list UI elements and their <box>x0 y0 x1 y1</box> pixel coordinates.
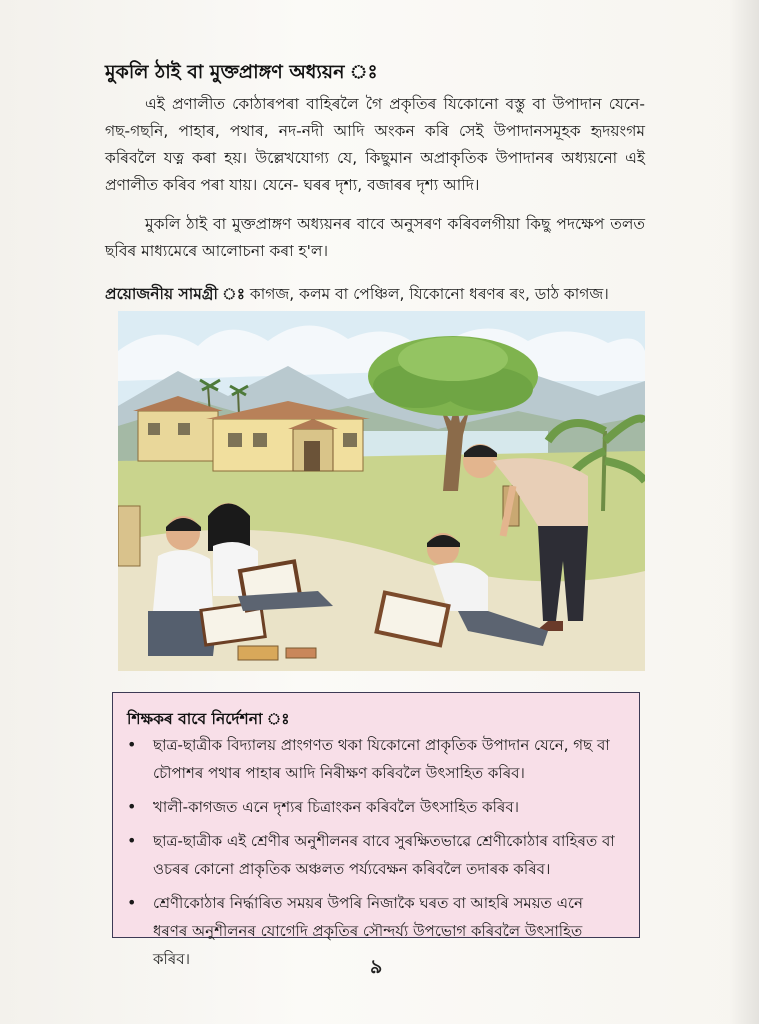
color-box <box>238 646 278 660</box>
bullet-icon: • <box>127 893 137 912</box>
instruction-text: ছাত্ৰ-ছাত্ৰীক বিদ্যালয় প্ৰাংগণত থকা যিকোনো প্ৰাকৃতিক উপাদান যেনে, গছ বা চৌপাশৰ পথাৰ পাহাৰ আদি নিৰীক্ষণ কৰিবলৈ উৎসাহিত কৰিব। <box>153 736 610 782</box>
materials-text: কাগজ, কলম বা পেঞ্চিল, যিকোনো ধৰণৰ ৰং, ডাঠ কাগজ। <box>249 285 609 303</box>
instruction-text: ছাত্ৰ-ছাত্ৰীক এই শ্ৰেণীৰ অনুশীলনৰ বাবে সুৰক্ষিতভাৱে শ্ৰেণীকোঠাৰ বাহিৰত বা ওচৰৰ কোনো প্ৰাকৃতিক অঞ্চলত পৰ্য্যবেক্ষন কৰিবলৈ তদাৰক কৰিব। <box>153 832 615 878</box>
instruction-item <box>127 827 621 883</box>
page-shadow <box>729 0 759 1024</box>
materials-label: প্ৰয়োজনীয় সামগ্ৰী ঃ <box>105 285 245 303</box>
teacher-instructions-title: শিক্ষকৰ বাবে নিৰ্দেশনা ঃ <box>127 710 290 728</box>
instruction-item <box>127 731 621 787</box>
instruction-text: খালী-কাগজত এনে দৃশ্যৰ চিত্ৰাংকন কৰিবলৈ উৎসাহিত কৰিব। <box>153 798 520 816</box>
instruction-item <box>127 889 621 973</box>
paragraph-1: এই প্ৰণালীত কোঠাৰপৰা বাহিৰলৈ গৈ প্ৰকৃতিৰ যিকোনো বস্তু বা উপাদান যেনে-গছ-গছনি, পাহাৰ, পথাৰ, নদ-নদী আদি অংকন কৰি সেই উপাদানসমূহক হৃদয়ংগম কৰিবলৈ যত্ন কৰা হয়। উল্লেখযোগ্য যে, কিছুমান অপ্ৰাকৃতিক উপাদানৰ অধ্যয়নো এই প্ৰণালীত কৰিব পৰা যায়। যেনে- ঘৰৰ দৃশ্য, বজাৰৰ দৃশ্য আদি। <box>105 95 645 194</box>
outdoor-drawing-illustration <box>118 311 645 671</box>
bullet-icon: • <box>127 735 137 754</box>
instructions-list <box>113 731 663 979</box>
teacher-instructions-box <box>112 692 640 968</box>
materials-line <box>105 282 665 308</box>
instruction-text: শ্ৰেণীকোঠাৰ নিৰ্দ্ধাৰিত সময়ৰ উপৰি নিজাকৈ ঘৰত বা আহৰি সময়ত এনে ধৰণৰ অনুশীলনৰ যোগেদি প্ৰকৃতিৰ সৌন্দৰ্য্য উপভোগ কৰিবলৈ উৎসাহিত কৰিব। <box>153 894 583 968</box>
bullet-icon: • <box>127 797 137 816</box>
section-heading: মুকলি ঠাই বা মুক্তপ্ৰাঙ্গণ অধ্যয়ন ঃ <box>105 61 378 83</box>
page-number: ৯ <box>370 956 383 978</box>
paragraph-2: মুকলি ঠাই বা মুক্তপ্ৰাঙ্গণ অধ্যয়নৰ বাবে অনুসৰণ কৰিবলগীয়া কিছু পদক্ষেপ তলত ছবিৰ মাধ্যমেৰে আলোচনা কৰা হ'ল। <box>105 215 645 260</box>
bullet-icon: • <box>127 831 137 850</box>
instruction-item <box>127 793 621 821</box>
